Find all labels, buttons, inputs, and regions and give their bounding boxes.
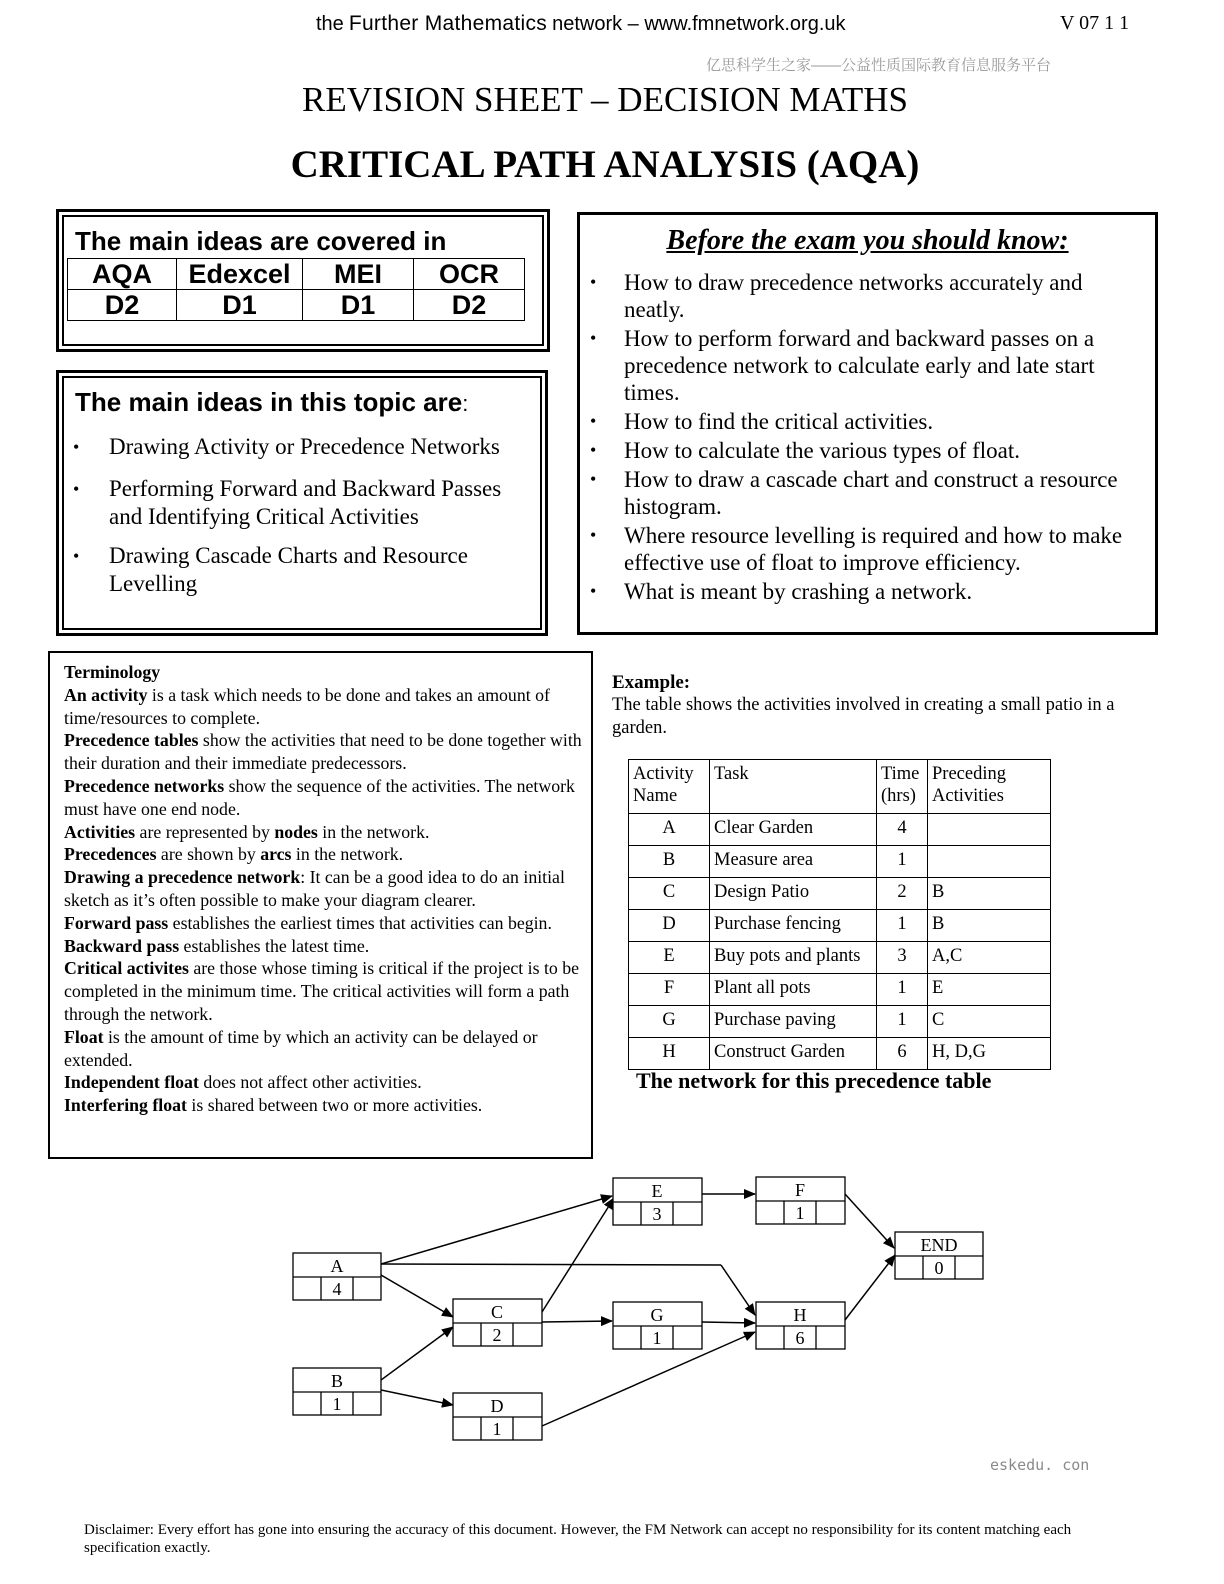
- preceding-cell: B: [928, 878, 1051, 910]
- term-definition: is the amount of time by which an activity can be delayed or extended.: [64, 1026, 538, 1070]
- time-cell: 1: [877, 846, 928, 878]
- terminology-entry: [64, 913, 552, 933]
- term: nodes: [274, 821, 318, 842]
- terminology-box: [48, 651, 593, 1159]
- watermark-english: eskedu. con: [990, 1456, 1090, 1474]
- table-row: [629, 1006, 1051, 1038]
- activity-cell: E: [629, 942, 710, 974]
- terminology-entry: [64, 730, 582, 773]
- term: Precedence networks: [64, 775, 225, 796]
- time-cell: 3: [877, 942, 928, 974]
- terminology-entry: [64, 1095, 482, 1115]
- preceding-cell: H, D,G: [928, 1038, 1051, 1070]
- terminology-entry: [64, 844, 403, 864]
- preceding-cell: E: [928, 974, 1051, 1006]
- task-cell: Design Patio: [710, 878, 877, 910]
- activity-cell: F: [629, 974, 710, 1006]
- term: Backward pass: [64, 935, 180, 956]
- board-cell: Edexcel: [177, 259, 303, 290]
- node-duration: 6: [795, 1328, 805, 1348]
- term-definition: establishes the latest time.: [179, 935, 370, 956]
- task-cell: Plant all pots: [710, 974, 877, 1006]
- before-exam-item: [590, 325, 1144, 406]
- bullet-icon: •: [73, 437, 80, 457]
- precedence-network-diagram: [0, 1160, 1224, 1460]
- before-exam-text: What is meant by crashing a network.: [624, 579, 973, 604]
- term-definition: : It can be a good idea to do an initial sketch as it’s often possible to make your diagram clearer.: [64, 867, 565, 910]
- terminology-body: [64, 661, 584, 1117]
- bullet-icon: •: [590, 469, 597, 489]
- activity-cell: C: [629, 878, 710, 910]
- header-brand: Further Mathematics: [348, 12, 548, 35]
- bullet-icon: •: [590, 328, 597, 348]
- before-exam-item: [590, 408, 1144, 435]
- preceding-cell: B: [928, 910, 1051, 942]
- terminology-entry: [64, 1072, 422, 1092]
- node-duration: 3: [652, 1204, 662, 1224]
- main-ideas-box: [56, 370, 548, 636]
- terminology-entry: [64, 685, 550, 728]
- term: Forward pass: [64, 912, 169, 933]
- arc-g-h: [702, 1322, 755, 1323]
- term: Independent float: [64, 1072, 199, 1093]
- bullet-icon: •: [590, 272, 597, 292]
- main-ideas-heading: [75, 387, 468, 418]
- node-name: F: [794, 1180, 806, 1200]
- specification-heading: The main ideas are covered in: [75, 226, 447, 256]
- arc-a-e: [381, 1196, 612, 1264]
- header-prefix: the: [316, 13, 344, 35]
- preceding-cell: A,C: [928, 942, 1051, 974]
- before-exam-box: [577, 212, 1158, 635]
- node-name: C: [490, 1302, 504, 1322]
- before-exam-item: [590, 578, 1144, 605]
- network-title: The network for this precedence table: [636, 1068, 992, 1093]
- module-cell: D2: [414, 290, 525, 321]
- before-exam-text: Where resource levelling is required and how to make effective use of float to improve efficiency.: [624, 523, 1123, 575]
- term: An activity: [64, 684, 148, 705]
- before-exam-text: How to draw a cascade chart and construct a resource histogram.: [624, 467, 1118, 519]
- example-label: Example:: [612, 672, 691, 693]
- before-exam-text: How to find the critical activities.: [624, 409, 934, 434]
- before-exam-heading: Before the exam you should know:: [666, 225, 1069, 256]
- module-cell: D1: [303, 290, 414, 321]
- before-exam-list: [590, 269, 1144, 607]
- arc-a-c: [381, 1275, 453, 1317]
- terminology-entry: [64, 958, 579, 1024]
- terminology-entry: [64, 936, 369, 956]
- document-title: REVISION SHEET – DECISION MATHS: [301, 80, 909, 119]
- specification-boards-row: [68, 259, 525, 290]
- watermark-chinese: 亿思科学生之家——公益性质国际教育信息服务平台: [706, 57, 1052, 74]
- node-duration: 2: [492, 1325, 502, 1345]
- module-cell: D2: [68, 290, 177, 321]
- task-cell: Clear Garden: [710, 814, 877, 846]
- preceding-cell: C: [928, 1006, 1051, 1038]
- node-duration: 0: [934, 1258, 944, 1278]
- node-name: G: [650, 1305, 664, 1325]
- time-cell: 1: [877, 974, 928, 1006]
- specification-modules-row: [68, 290, 525, 321]
- module-cell: D1: [177, 290, 303, 321]
- task-cell: Measure area: [710, 846, 877, 878]
- table-row: [629, 942, 1051, 974]
- main-ideas-heading-colon: :: [462, 391, 469, 416]
- arc-a-h-end: [721, 1265, 755, 1315]
- bullet-icon: •: [590, 525, 597, 545]
- term-definition: in the network.: [317, 821, 430, 842]
- preceding-cell: [928, 846, 1051, 878]
- before-exam-text: How to calculate the various types of float.: [624, 438, 1020, 463]
- task-cell: Construct Garden: [710, 1038, 877, 1070]
- node-name: D: [490, 1396, 504, 1416]
- term-definition: show the activities that need to be done together with their duration and their immediate predecessors.: [64, 730, 582, 774]
- term: Drawing a precedence network: [64, 867, 301, 888]
- term-definition: are shown by: [156, 844, 261, 865]
- before-exam-text: How to draw precedence networks accurately and neatly.: [624, 270, 1083, 322]
- main-idea-item: [73, 542, 529, 598]
- main-idea-text: Performing Forward and Backward Passes and Identifying Critical Activities: [109, 476, 502, 529]
- page-header: [0, 12, 1224, 40]
- node-name: END: [920, 1235, 958, 1255]
- before-exam-text: How to perform forward and backward passes on a precedence network to calculate early and late start times.: [624, 326, 1095, 405]
- column-header: Task: [710, 760, 877, 814]
- preceding-cell: [928, 814, 1051, 846]
- header-version: V 07 1 1: [1060, 12, 1130, 34]
- term: Activities: [64, 821, 136, 842]
- precedence-table-header: [629, 760, 1051, 814]
- table-row: [629, 846, 1051, 878]
- before-exam-item: [590, 269, 1144, 323]
- term: Float: [64, 1026, 104, 1047]
- term-definition: in the network.: [291, 844, 404, 865]
- header-text: [316, 12, 846, 36]
- term-definition: are represented by: [135, 821, 275, 842]
- node-name: H: [793, 1305, 807, 1325]
- arc-b-d: [381, 1390, 453, 1405]
- terminology-entry: [64, 776, 575, 819]
- time-cell: 6: [877, 1038, 928, 1070]
- bullet-icon: •: [73, 479, 80, 499]
- time-cell: 2: [877, 878, 928, 910]
- bullet-icon: •: [73, 546, 80, 566]
- term: Precedences: [64, 844, 157, 865]
- term: Interfering float: [64, 1095, 187, 1116]
- term-definition: show the sequence of the activities. The network must have one end node.: [64, 775, 575, 819]
- node-duration: 1: [332, 1394, 342, 1414]
- table-row: [629, 974, 1051, 1006]
- arc-c-e: [542, 1198, 614, 1312]
- task-cell: Purchase paving: [710, 1006, 877, 1038]
- document-subtitle: CRITICAL PATH ANALYSIS (AQA): [290, 143, 920, 186]
- terminology-entry: [64, 1027, 538, 1070]
- main-idea-text: Drawing Cascade Charts and Resource Levelling: [109, 543, 468, 596]
- main-idea-item: [73, 475, 529, 531]
- table-row: [629, 910, 1051, 942]
- activity-cell: H: [629, 1038, 710, 1070]
- term: Critical activites: [64, 958, 189, 979]
- before-exam-item: [590, 466, 1144, 520]
- node-name: E: [651, 1181, 663, 1201]
- arc-b-c: [381, 1327, 453, 1380]
- terminology-entry: [64, 822, 429, 842]
- node-duration: 1: [795, 1203, 805, 1223]
- time-cell: 4: [877, 814, 928, 846]
- node-name: A: [330, 1256, 344, 1276]
- arc-c-g: [542, 1321, 612, 1322]
- term-definition: is a task which needs to be done and takes an amount of time/resources to complete.: [64, 684, 550, 728]
- disclaimer: Disclaimer: Every effort has gone into ensuring the accuracy of this document. However, the FM Network can accept no responsibility for its content matching each specification exactly.: [84, 1522, 1072, 1556]
- term: arcs: [260, 844, 292, 865]
- main-ideas-heading-text: The main ideas in this topic are: [75, 387, 463, 417]
- node-name: B: [330, 1371, 344, 1391]
- before-exam-item: [590, 522, 1144, 576]
- arc-a-h: [381, 1264, 721, 1265]
- bullet-icon: •: [590, 440, 597, 460]
- board-cell: AQA: [68, 259, 177, 290]
- arc-h-end: [845, 1255, 895, 1320]
- table-row: [629, 814, 1051, 846]
- column-header: Time (hrs): [877, 760, 928, 814]
- table-row: [629, 878, 1051, 910]
- column-header: Preceding Activities: [928, 760, 1051, 814]
- column-header: Activity Name: [629, 760, 710, 814]
- term-definition: is shared between two or more activities.: [186, 1095, 483, 1116]
- header-suffix: network – www.fmnetwork.org.uk: [552, 13, 846, 35]
- node-duration: 4: [332, 1279, 342, 1299]
- table-row: [629, 1038, 1051, 1070]
- term-definition: establishes the earliest times that activities can begin.: [168, 912, 552, 933]
- board-cell: OCR: [414, 259, 525, 290]
- terminology-heading: Terminology: [64, 662, 161, 682]
- task-cell: Purchase fencing: [710, 910, 877, 942]
- specification-table: [67, 258, 525, 321]
- main-idea-item: [73, 433, 529, 461]
- specification-box: [56, 209, 550, 352]
- activity-cell: D: [629, 910, 710, 942]
- term: Precedence tables: [64, 730, 199, 751]
- bullet-icon: •: [590, 411, 597, 431]
- bullet-icon: •: [590, 581, 597, 601]
- time-cell: 1: [877, 1006, 928, 1038]
- node-duration: 1: [492, 1419, 502, 1439]
- time-cell: 1: [877, 910, 928, 942]
- node-duration: 1: [652, 1328, 662, 1348]
- activity-cell: G: [629, 1006, 710, 1038]
- activity-cell: B: [629, 846, 710, 878]
- main-idea-text: Drawing Activity or Precedence Networks: [109, 434, 500, 459]
- terminology-entry: [64, 867, 565, 910]
- before-exam-item: [590, 437, 1144, 464]
- example-description: The table shows the activities involved in creating a small patio in a garden.: [612, 695, 1115, 738]
- board-cell: MEI: [303, 259, 414, 290]
- term-definition: does not affect other activities.: [198, 1072, 422, 1093]
- precedence-table: [628, 759, 1051, 1070]
- activity-cell: A: [629, 814, 710, 846]
- term-definition: are those whose timing is critical if the project is to be completed in the minimum time. The critical activities will form a path through the network.: [64, 958, 580, 1024]
- task-cell: Buy pots and plants: [710, 942, 877, 974]
- arc-f-end: [845, 1194, 894, 1248]
